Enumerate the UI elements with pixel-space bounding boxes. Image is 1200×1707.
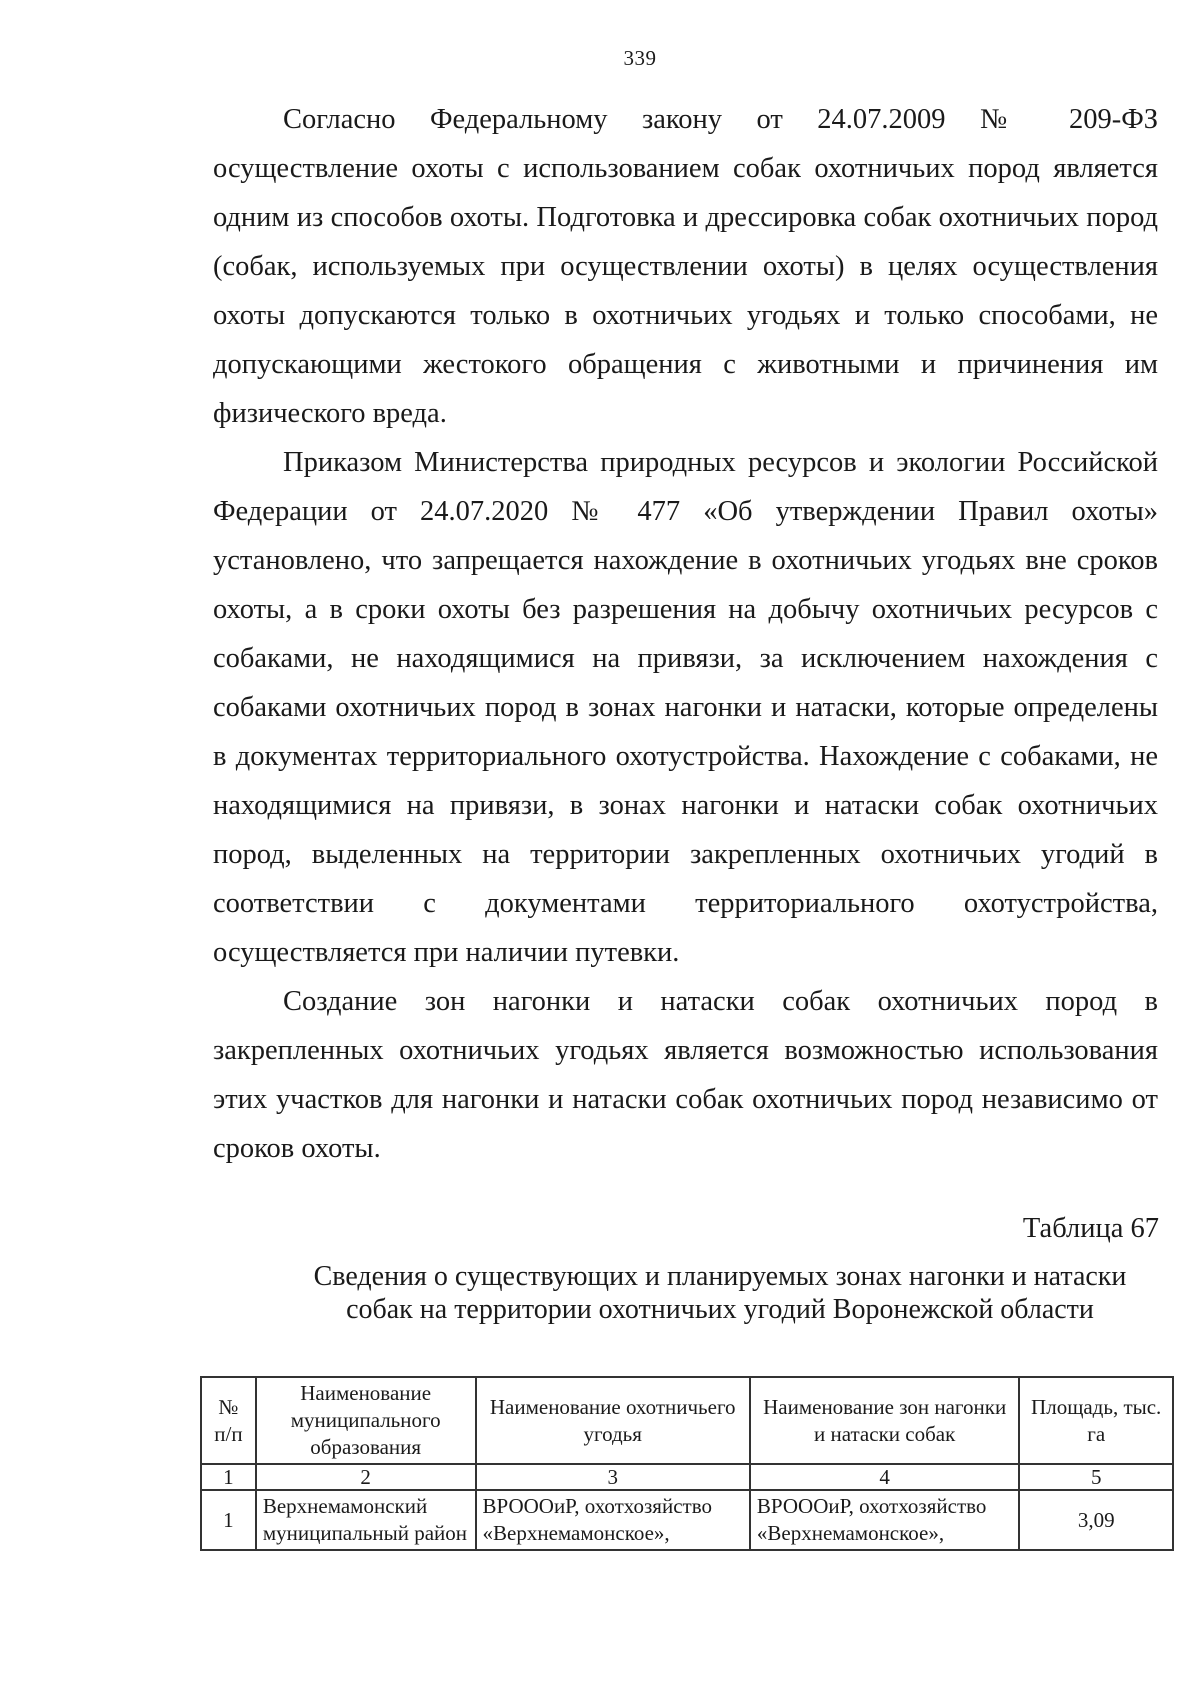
table-row xyxy=(201,1490,1173,1550)
cell-hunting-ground: ВРОООиР, охотхозяйство «Верхнемамонское», xyxy=(476,1490,750,1550)
table-caption-line-2: собак на территории охотничьих угодий Воронежской области xyxy=(346,1294,1094,1325)
cell-municipality: Верхнемамонский муниципальный район xyxy=(256,1490,476,1550)
header-municipality: Наименование муниципального образования xyxy=(256,1377,476,1464)
column-number: 1 xyxy=(201,1464,256,1490)
cell-zone: ВРОООиР, охотхозяйство «Верхнемамонское», xyxy=(750,1490,1019,1550)
table-caption xyxy=(280,1260,1160,1326)
table-header-row xyxy=(201,1377,1173,1464)
cell-area: 3,09 xyxy=(1019,1490,1173,1550)
paragraph-3: Создание зон нагонки и натаски собак охотничьих пород в закрепленных охотничьих угодьях является возможностью использования этих участков для нагонки и натаски собак охотничьих пород независимо от сроков охоты. xyxy=(213,986,1158,1164)
header-num: № п/п xyxy=(201,1377,256,1464)
paragraph-2: Приказом Министерства природных ресурсов и экологии Российской Федерации от 24.07.2020 № 477 «Об утверждении Правил охоты» установлено, что запрещается нахождение в охотничьих угодьях вне сроков охоты, а в сроки охоты без разрешения на добычу охотничьих ресурсов с собаками, не находящимися на привязи, за исключением нахождения с собаками охотничьих пород в зонах нагонки и натаски, которые определены в документах территориального охотустройства. Нахождение с собаками, не находящимися на привязи, в зонах нагонки и натаски собак охотничьих пород, выделенных на территории закрепленных охотничьих угодий в соответствии с документами территориального охотустройства, осуществляется при наличии путевки. xyxy=(213,447,1158,968)
column-number: 2 xyxy=(256,1464,476,1490)
header-area: Площадь, тыс. га xyxy=(1019,1377,1173,1464)
cell-num: 1 xyxy=(201,1490,256,1550)
header-zone: Наименование зон нагонки и натаски собак xyxy=(750,1377,1019,1464)
column-number: 5 xyxy=(1019,1464,1173,1490)
table-label: Таблица 67 xyxy=(1022,1213,1159,1244)
column-number: 3 xyxy=(476,1464,750,1490)
table-caption-line-1: Сведения о существующих и планируемых зонах нагонки и натаски xyxy=(313,1261,1127,1292)
column-number: 4 xyxy=(750,1464,1019,1490)
paragraph-1: Согласно Федеральному закону от 24.07.2009 № 209-ФЗ осуществление охоты с использованием собак охотничьих пород является одним из способов охоты. Подготовка и дрессировка собак охотничьих пород (собак, используемых при осуществлении охоты) в целях осуществления охоты допускаются только в охотничьих угодьях и только способами, не допускающими жестокого обращения с животными и причинения им физического вреда. xyxy=(213,104,1158,429)
page-number: 339 xyxy=(623,46,657,70)
column-number-row xyxy=(201,1464,1173,1490)
header-hunting-ground: Наименование охотничьего угодья xyxy=(476,1377,750,1464)
body-text xyxy=(213,95,1158,1173)
data-table xyxy=(200,1376,1174,1551)
